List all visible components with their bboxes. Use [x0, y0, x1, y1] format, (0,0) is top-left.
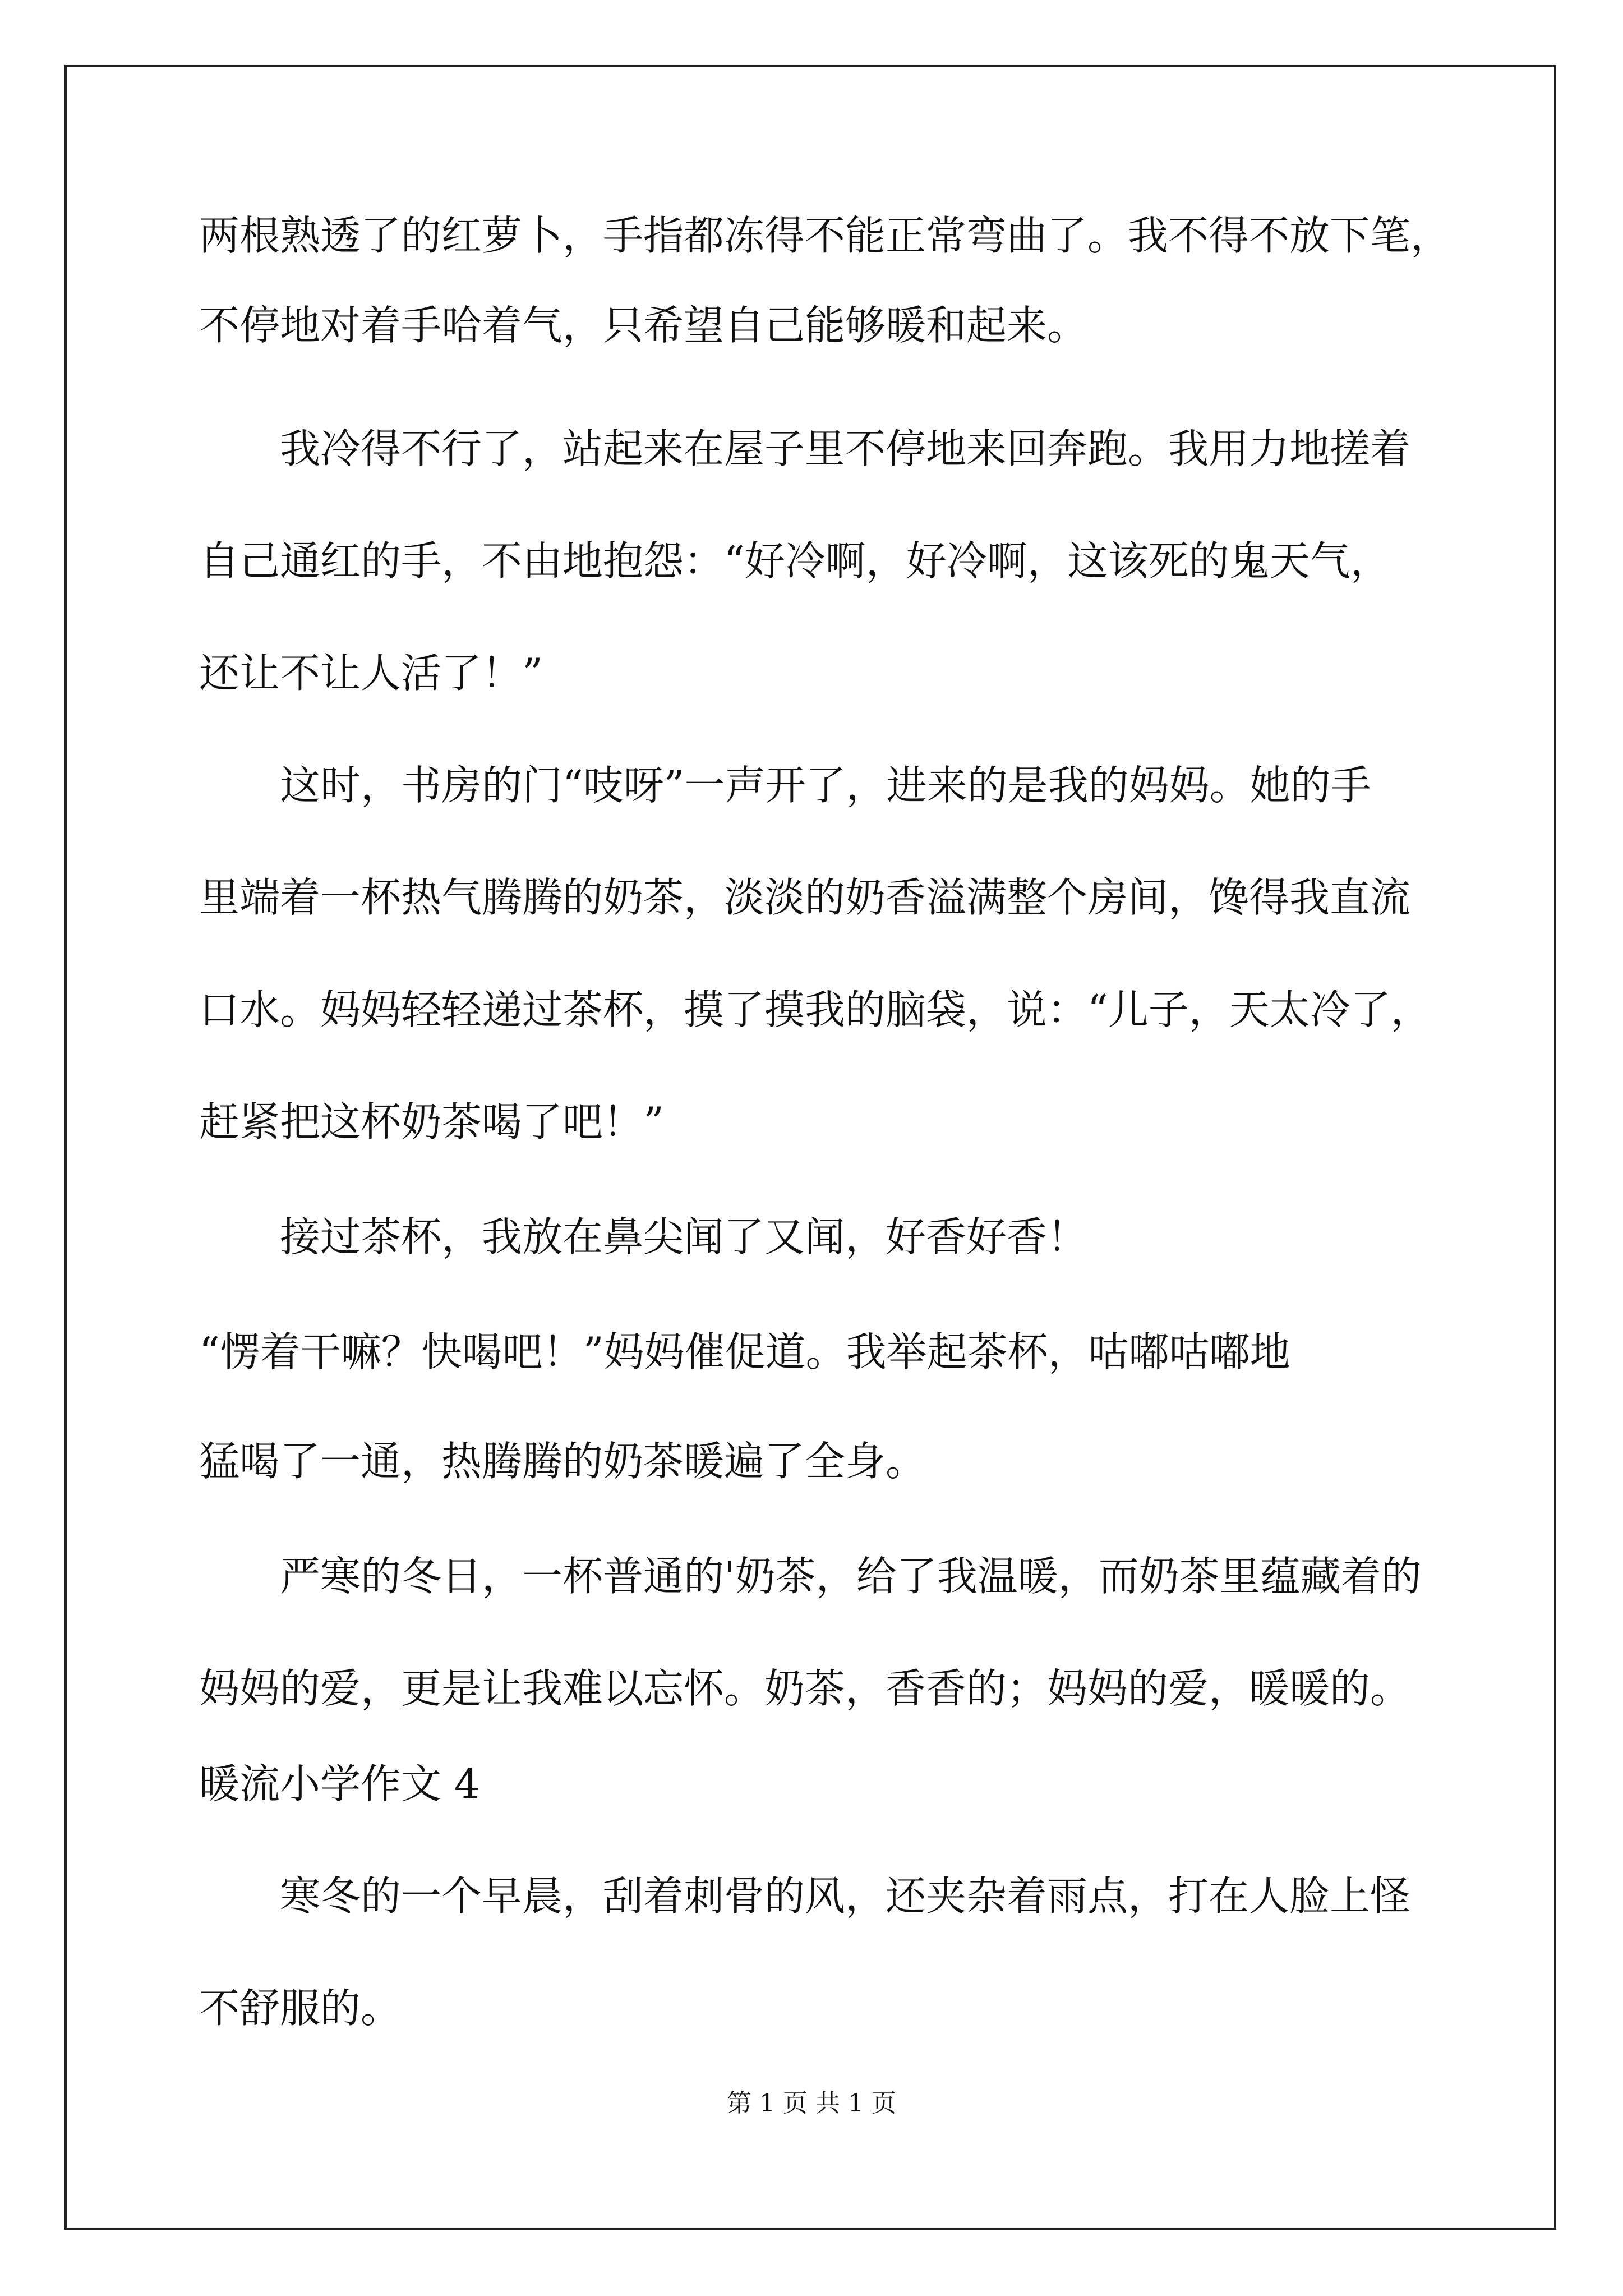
text-line: 严寒的冬日，一杯普通的'奶茶，给了我温暖，而奶茶里蕴藏着的	[280, 1553, 1422, 1600]
text-line: 猛喝了一通，热腾腾的奶茶暖遍了全身。	[199, 1438, 926, 1485]
text-line: 还让不让人活了！”	[199, 650, 543, 697]
text-line: 我冷得不行了，站起来在屋子里不停地来回奔跑。我用力地搓着	[280, 425, 1411, 472]
text-line: 接过茶杯，我放在鼻尖闻了又闻，好香好香！	[280, 1213, 1088, 1260]
page-footer: 第 1 页 共 1 页	[727, 2089, 896, 2118]
text-line: 两根熟透了的红萝卜，手指都冻得不能正常弯曲了。我不得不放下笔，	[199, 212, 1451, 259]
text-line: 口水。妈妈轻轻递过茶杯，摸了摸我的脑袋，说：“儿子，天太冷了，	[199, 986, 1431, 1033]
text-line: 寒冬的一个早晨，刮着刺骨的风，还夹杂着雨点，打在人脸上怪	[280, 1872, 1411, 1920]
text-line: 妈妈的爱，更是让我难以忘怀。奶茶，香香的；妈妈的爱，暖暖的。	[199, 1665, 1411, 1712]
text-line: 里端着一杯热气腾腾的奶茶，淡淡的奶香溢满整个房间，馋得我直流	[199, 874, 1411, 921]
text-line: “愣着干嘛？快喝吧！”妈妈催促道。我举起茶杯，咕嘟咕嘟地	[199, 1328, 1290, 1375]
text-line: 这时，书房的门“吱呀”一声开了，进来的是我的妈妈。她的手	[280, 762, 1371, 809]
text-line: 赶紧把这杯奶茶喝了吧！”	[199, 1098, 664, 1145]
section-heading: 暖流小学作文 4	[199, 1760, 480, 1807]
text-line: 自己通红的手，不由地抱怨：“好冷啊，好冷啊，这该死的鬼天气，	[199, 537, 1391, 585]
text-line: 不舒服的。	[199, 1985, 402, 2032]
text-line: 不停地对着手哈着气，只希望自己能够暖和起来。	[199, 302, 1088, 349]
